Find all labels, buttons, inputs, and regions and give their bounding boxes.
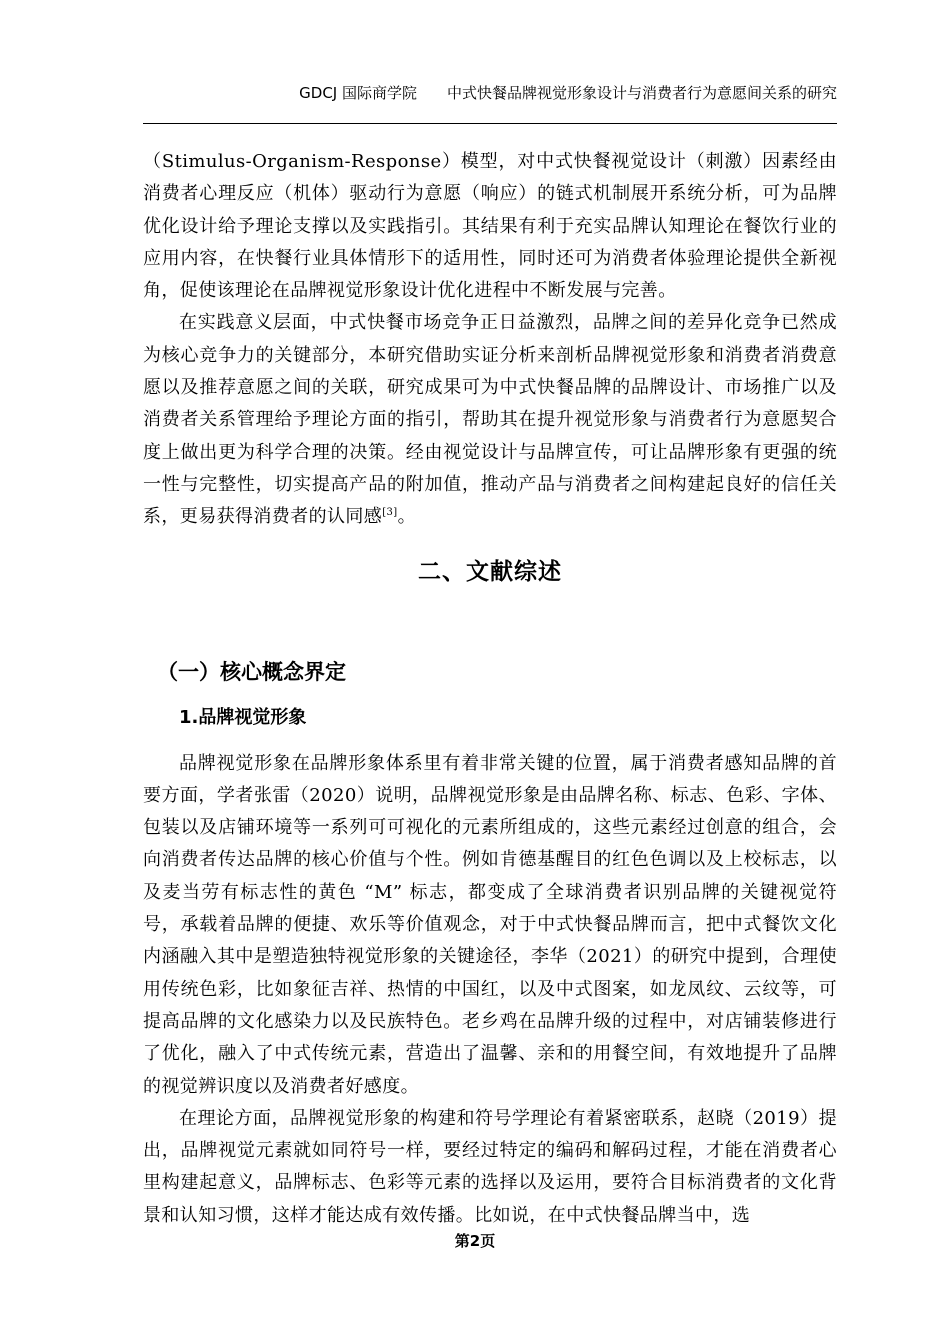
document-body <box>143 146 837 1232</box>
paragraph-text: 在实践意义层面，中式快餐市场竞争正日益激烈，品牌之间的差异化竞争已然成为核心竞争力的关键部分，本研究借助实证分析来剖析品牌视觉形象和消费者消费意愿以及推荐意愿之间的关联，研究成果可为中式快餐品牌的品牌设计、市场推广以及消费者关系管理给予理论方面的指引，帮助其在提升视觉形象与消费者行为意愿契合度上做出更为科学合理的决策。经由视觉设计与品牌宣传，可让品牌形象有更强的统一性与完整性，切实提高产品的附加值，推动产品与消费者之间构建起良好的信任关系，更易获得消费者的认同感 <box>143 312 837 528</box>
paragraph-semiotics-theory: 在理论方面，品牌视觉形象的构建和符号学理论有着紧密联系，赵晓（2019）提出，品牌视觉元素就如同符号一样，要经过特定的编码和解码过程，才能在消费者心里构建起意义，品牌标志、色彩等元素的选择以及运用，要符合目标消费者的文化背景和认知习惯，这样才能达成有效传播。比如说，在中式快餐品牌当中，选 <box>143 1107 837 1226</box>
page-number: 第2页 <box>454 1232 496 1250</box>
paragraph-continued: （Stimulus-Organism-Response）模型，对中式快餐视觉设计（刺激）因素经由消费者心理反应（机体）驱动行为意愿（响应）的链式机制展开系统分析，可为品牌优化设计给予理论支撑以及实践指引。其结果有利于充实品牌认知理论在餐饮行业的应用内容，在快餐行业具体情形下的适用性，同时还可为消费者体验理论提供全新视角，促使该理论在品牌视觉形象设计优化进程中不断发展与完善。 <box>143 151 837 302</box>
header-rule <box>143 123 837 124</box>
citation-ref: [3] <box>382 507 398 519</box>
subsubsection-heading: 1.品牌视觉形象 <box>179 706 307 728</box>
header-school: GDCJ 国际商学院 <box>299 84 417 102</box>
header-text <box>299 82 837 103</box>
header-title: 中式快餐品牌视觉形象设计与消费者行为意愿间关系的研究 <box>446 84 837 102</box>
paragraph-end: 。 <box>397 506 416 528</box>
paragraph-practical-significance <box>143 307 837 533</box>
section-heading: 二、文献综述 <box>418 558 562 585</box>
paragraph-brand-visual-image: 品牌视觉形象在品牌形象体系里有着非常关键的位置，属于消费者感知品牌的首要方面，学者张雷（2020）说明，品牌视觉形象是由品牌名称、标志、色彩、字体、包装以及店铺环境等一系列可可视化的元素所组成的，这些元素经过创意的组合，会向消费者传达品牌的核心价值与个性。例如肯德基醒目的红色色调以及上校标志，以及麦当劳有标志性的黄色 “M” 标志，都变成了全球消费者识别品牌的关键视觉符号，承载着品牌的便捷、欢乐等价值观念，对于中式快餐品牌而言，把中式餐饮文化内涵融入其中是塑造独特视觉形象的关键途径，李华（2021）的研究中提到，合理使用传统色彩，比如象征吉祥、热情的中国红，以及中式图案，如龙凤纹、云纹等，可提高品牌的文化感染力以及民族特色。老乡鸡在品牌升级的过程中，对店铺装修进行了优化，融入了中式传统元素，营造出了温馨、亲和的用餐空间，有效地提升了品牌的视觉辨识度以及消费者好感度。 <box>143 752 837 1097</box>
subsection-heading: （一）核心概念界定 <box>157 659 346 684</box>
page-header <box>143 78 837 124</box>
